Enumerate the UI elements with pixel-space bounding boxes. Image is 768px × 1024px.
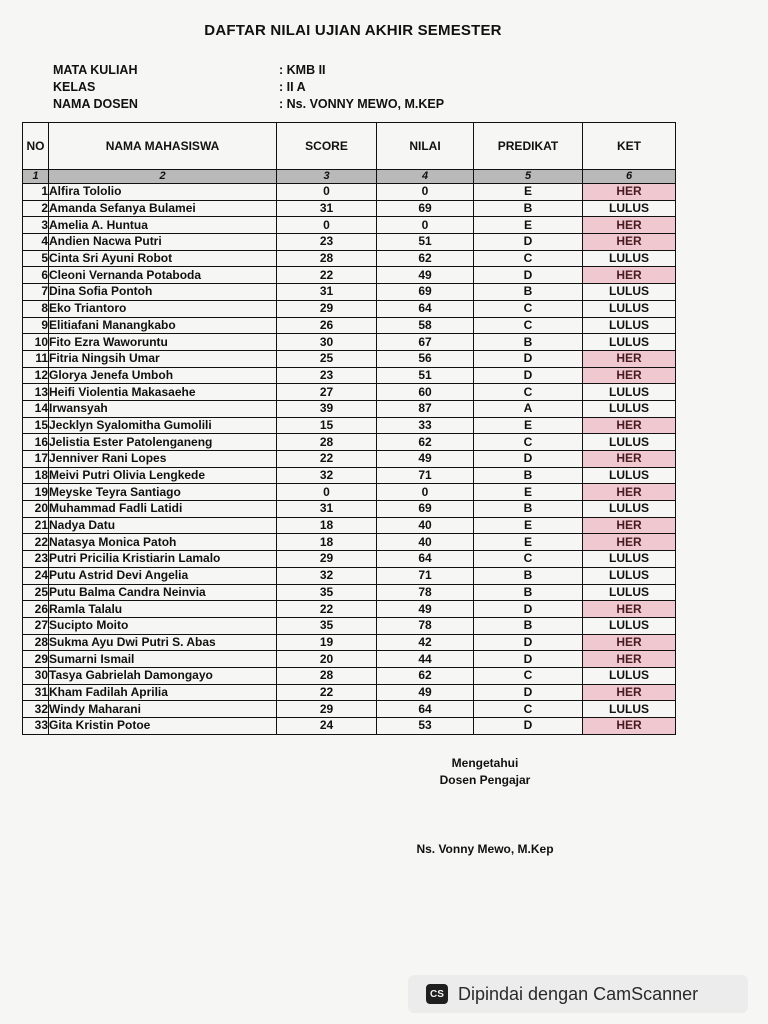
column-number: 6 — [583, 170, 676, 184]
cell-predikat: D — [474, 718, 583, 735]
lecturer-label: NAMA DOSEN — [53, 97, 138, 111]
cell-nilai: 69 — [377, 284, 474, 301]
cell-student-name: Fitria Ningsih Umar — [49, 350, 277, 367]
cell-student-name: Muhammad Fadli Latidi — [49, 501, 277, 518]
cell-nilai: 51 — [377, 367, 474, 384]
table-row — [23, 601, 676, 618]
cell-student-name: Windy Maharani — [49, 701, 277, 718]
cell-nilai: 40 — [377, 517, 474, 534]
cell-score: 35 — [277, 584, 377, 601]
cell-predikat: B — [474, 334, 583, 351]
cell-ket: HER — [583, 217, 676, 234]
cell-nilai: 78 — [377, 584, 474, 601]
table-header-row — [23, 123, 676, 170]
column-number: 4 — [377, 170, 474, 184]
cell-ket: LULUS — [583, 567, 676, 584]
cell-score: 29 — [277, 300, 377, 317]
cell-predikat: B — [474, 584, 583, 601]
cell-nilai: 69 — [377, 200, 474, 217]
cell-score: 18 — [277, 517, 377, 534]
table-row — [23, 217, 676, 234]
cell-ket: LULUS — [583, 551, 676, 568]
cell-score: 26 — [277, 317, 377, 334]
header-nilai: NILAI — [377, 123, 474, 170]
cell-predikat: E — [474, 534, 583, 551]
cell-student-name: Andien Nacwa Putri — [49, 234, 277, 251]
table-row — [23, 551, 676, 568]
cell-nilai: 87 — [377, 400, 474, 417]
cell-predikat: C — [474, 701, 583, 718]
cell-nilai: 62 — [377, 667, 474, 684]
cell-student-name: Fito Ezra Waworuntu — [49, 334, 277, 351]
cell-score: 22 — [277, 451, 377, 468]
course-label: MATA KULIAH — [53, 63, 138, 77]
cell-ket: HER — [583, 234, 676, 251]
cell-nilai: 33 — [377, 417, 474, 434]
cell-student-name: Meyske Teyra Santiago — [49, 484, 277, 501]
cell-score: 22 — [277, 267, 377, 284]
cell-student-name: Jenniver Rani Lopes — [49, 451, 277, 468]
table-row — [23, 267, 676, 284]
signature-name: Ns. Vonny Mewo, M.Kep — [416, 842, 554, 856]
cell-no: 33 — [23, 718, 49, 735]
cell-no: 29 — [23, 651, 49, 668]
cell-nilai: 53 — [377, 718, 474, 735]
cell-student-name: Tasya Gabrielah Damongayo — [49, 667, 277, 684]
header-predikat: PREDIKAT — [474, 123, 583, 170]
cell-nilai: 62 — [377, 434, 474, 451]
cell-ket: LULUS — [583, 584, 676, 601]
cell-nilai: 71 — [377, 567, 474, 584]
cell-predikat: C — [474, 551, 583, 568]
cell-no: 26 — [23, 601, 49, 618]
cell-score: 23 — [277, 367, 377, 384]
cell-score: 31 — [277, 200, 377, 217]
table-row — [23, 284, 676, 301]
cell-score: 0 — [277, 484, 377, 501]
cell-score: 28 — [277, 250, 377, 267]
cell-predikat: D — [474, 684, 583, 701]
cell-ket: HER — [583, 634, 676, 651]
grades-table — [22, 122, 676, 735]
cell-ket: LULUS — [583, 617, 676, 634]
cell-student-name: Natasya Monica Patoh — [49, 534, 277, 551]
table-row — [23, 417, 676, 434]
cell-no: 7 — [23, 284, 49, 301]
header-ket: KET — [583, 123, 676, 170]
cell-nilai: 71 — [377, 467, 474, 484]
table-row — [23, 517, 676, 534]
cell-no: 6 — [23, 267, 49, 284]
class-label: KELAS — [53, 80, 96, 94]
cell-nilai: 64 — [377, 701, 474, 718]
cell-nilai: 49 — [377, 601, 474, 618]
table-row — [23, 534, 676, 551]
cell-predikat: C — [474, 250, 583, 267]
cell-no: 4 — [23, 234, 49, 251]
table-row — [23, 451, 676, 468]
table-row — [23, 400, 676, 417]
cell-ket: HER — [583, 350, 676, 367]
cell-predikat: B — [474, 467, 583, 484]
cell-no: 18 — [23, 467, 49, 484]
cell-no: 25 — [23, 584, 49, 601]
cell-no: 1 — [23, 184, 49, 201]
course-info-row — [53, 62, 444, 79]
cell-student-name: Elitiafani Manangkabo — [49, 317, 277, 334]
cell-predikat: B — [474, 284, 583, 301]
cell-student-name: Sumarni Ismail — [49, 651, 277, 668]
cell-nilai: 62 — [377, 250, 474, 267]
cell-student-name: Gita Kristin Potoe — [49, 718, 277, 735]
cell-score: 22 — [277, 684, 377, 701]
cell-no: 2 — [23, 200, 49, 217]
header-no: NO — [23, 123, 49, 170]
cell-score: 31 — [277, 501, 377, 518]
camscanner-logo-icon: CS — [426, 984, 448, 1004]
cell-ket: LULUS — [583, 334, 676, 351]
cell-student-name: Nadya Datu — [49, 517, 277, 534]
cell-nilai: 67 — [377, 334, 474, 351]
table-row — [23, 501, 676, 518]
cell-predikat: E — [474, 517, 583, 534]
course-info-row — [53, 96, 444, 113]
cell-no: 22 — [23, 534, 49, 551]
cell-score: 29 — [277, 551, 377, 568]
cell-nilai: 44 — [377, 651, 474, 668]
table-row — [23, 684, 676, 701]
cell-no: 8 — [23, 300, 49, 317]
cell-no: 13 — [23, 384, 49, 401]
cell-score: 29 — [277, 701, 377, 718]
table-row — [23, 234, 676, 251]
cell-score: 30 — [277, 334, 377, 351]
cell-ket: LULUS — [583, 250, 676, 267]
cell-no: 32 — [23, 701, 49, 718]
cell-no: 28 — [23, 634, 49, 651]
table-row — [23, 651, 676, 668]
cell-ket: HER — [583, 718, 676, 735]
cell-score: 32 — [277, 567, 377, 584]
cell-predikat: D — [474, 367, 583, 384]
cell-ket: LULUS — [583, 667, 676, 684]
table-row — [23, 467, 676, 484]
cell-ket: LULUS — [583, 200, 676, 217]
cell-student-name: Putu Balma Candra Neinvia — [49, 584, 277, 601]
cell-no: 31 — [23, 684, 49, 701]
cell-student-name: Jecklyn Syalomitha Gumolili — [49, 417, 277, 434]
cell-ket: HER — [583, 417, 676, 434]
cell-student-name: Ramla Talalu — [49, 601, 277, 618]
cell-student-name: Sukma Ayu Dwi Putri S. Abas — [49, 634, 277, 651]
cell-nilai: 42 — [377, 634, 474, 651]
cell-no: 19 — [23, 484, 49, 501]
grades-table-body — [23, 184, 676, 735]
cell-no: 20 — [23, 501, 49, 518]
cell-student-name: Cinta Sri Ayuni Robot — [49, 250, 277, 267]
cell-nilai: 64 — [377, 300, 474, 317]
cell-nilai: 49 — [377, 451, 474, 468]
cell-nilai: 56 — [377, 350, 474, 367]
cell-ket: LULUS — [583, 701, 676, 718]
cell-student-name: Amanda Sefanya Bulamei — [49, 200, 277, 217]
cell-ket: LULUS — [583, 501, 676, 518]
cell-predikat: C — [474, 300, 583, 317]
cell-nilai: 49 — [377, 684, 474, 701]
cell-predikat: D — [474, 451, 583, 468]
cell-ket: HER — [583, 484, 676, 501]
cell-predikat: D — [474, 601, 583, 618]
cell-ket: HER — [583, 651, 676, 668]
cell-no: 21 — [23, 517, 49, 534]
cell-nilai: 60 — [377, 384, 474, 401]
signature-acknowledged: Mengetahui — [451, 756, 519, 770]
column-number-row — [23, 170, 676, 184]
cell-nilai: 0 — [377, 217, 474, 234]
cell-no: 23 — [23, 551, 49, 568]
table-row — [23, 367, 676, 384]
cell-student-name: Meivi Putri Olivia Lengkede — [49, 467, 277, 484]
cell-no: 15 — [23, 417, 49, 434]
cell-student-name: Dina Sofia Pontoh — [49, 284, 277, 301]
cell-predikat: E — [474, 417, 583, 434]
cell-student-name: Eko Triantoro — [49, 300, 277, 317]
cell-score: 35 — [277, 617, 377, 634]
cell-score: 28 — [277, 667, 377, 684]
course-info-row — [53, 79, 444, 96]
table-row — [23, 384, 676, 401]
course-info — [53, 62, 444, 113]
table-row — [23, 567, 676, 584]
cell-ket: LULUS — [583, 434, 676, 451]
cell-score: 20 — [277, 651, 377, 668]
cell-score: 18 — [277, 534, 377, 551]
cell-score: 15 — [277, 417, 377, 434]
cell-score: 0 — [277, 184, 377, 201]
cell-score: 25 — [277, 350, 377, 367]
cell-predikat: C — [474, 317, 583, 334]
table-row — [23, 434, 676, 451]
cell-score: 31 — [277, 284, 377, 301]
class-value: : II A — [279, 79, 306, 96]
camscanner-badge — [408, 975, 748, 1013]
course-value: : KMB II — [279, 62, 326, 79]
table-row — [23, 617, 676, 634]
cell-predikat: D — [474, 234, 583, 251]
cell-nilai: 0 — [377, 484, 474, 501]
cell-student-name: Alfira Tololio — [49, 184, 277, 201]
cell-predikat: D — [474, 651, 583, 668]
header-name: NAMA MAHASISWA — [49, 123, 277, 170]
cell-nilai: 64 — [377, 551, 474, 568]
cell-predikat: E — [474, 184, 583, 201]
cell-nilai: 69 — [377, 501, 474, 518]
cell-ket: HER — [583, 451, 676, 468]
cell-no: 11 — [23, 350, 49, 367]
cell-student-name: Sucipto Moito — [49, 617, 277, 634]
table-row — [23, 634, 676, 651]
cell-score: 22 — [277, 601, 377, 618]
cell-ket: HER — [583, 184, 676, 201]
cell-score: 23 — [277, 234, 377, 251]
camscanner-text: Dipindai dengan CamScanner — [458, 983, 699, 1004]
header-score: SCORE — [277, 123, 377, 170]
table-row — [23, 701, 676, 718]
document-title — [0, 22, 768, 39]
cell-ket: LULUS — [583, 467, 676, 484]
cell-ket: HER — [583, 601, 676, 618]
cell-predikat: C — [474, 434, 583, 451]
table-row — [23, 184, 676, 201]
cell-score: 24 — [277, 718, 377, 735]
cell-no: 14 — [23, 400, 49, 417]
cell-predikat: D — [474, 634, 583, 651]
cell-student-name: Putu Astrid Devi Angelia — [49, 567, 277, 584]
cell-student-name: Putri Pricilia Kristiarin Lamalo — [49, 551, 277, 568]
cell-ket: LULUS — [583, 284, 676, 301]
cell-predikat: D — [474, 267, 583, 284]
cell-predikat: B — [474, 200, 583, 217]
cell-ket: LULUS — [583, 400, 676, 417]
cell-predikat: E — [474, 217, 583, 234]
signature-role: Dosen Pengajar — [439, 773, 531, 787]
cell-predikat: B — [474, 501, 583, 518]
column-number: 3 — [277, 170, 377, 184]
cell-no: 3 — [23, 217, 49, 234]
cell-ket: LULUS — [583, 317, 676, 334]
cell-nilai: 51 — [377, 234, 474, 251]
cell-predikat: C — [474, 667, 583, 684]
cell-no: 27 — [23, 617, 49, 634]
column-number: 2 — [49, 170, 277, 184]
cell-no: 24 — [23, 567, 49, 584]
cell-ket: HER — [583, 267, 676, 284]
table-row — [23, 484, 676, 501]
table-row — [23, 250, 676, 267]
cell-no: 12 — [23, 367, 49, 384]
cell-student-name: Jelistia Ester Patolenganeng — [49, 434, 277, 451]
cell-nilai: 78 — [377, 617, 474, 634]
table-row — [23, 317, 676, 334]
cell-ket: HER — [583, 367, 676, 384]
cell-predikat: D — [474, 350, 583, 367]
table-row — [23, 300, 676, 317]
cell-predikat: B — [474, 617, 583, 634]
table-row — [23, 667, 676, 684]
cell-student-name: Heifi Violentia Makasaehe — [49, 384, 277, 401]
cell-student-name: Amelia A. Huntua — [49, 217, 277, 234]
cell-ket: HER — [583, 517, 676, 534]
cell-nilai: 58 — [377, 317, 474, 334]
lecturer-value: : Ns. VONNY MEWO, M.KEP — [279, 96, 444, 113]
cell-no: 5 — [23, 250, 49, 267]
cell-no: 9 — [23, 317, 49, 334]
cell-score: 0 — [277, 217, 377, 234]
column-number: 1 — [23, 170, 49, 184]
table-row — [23, 718, 676, 735]
cell-ket: LULUS — [583, 384, 676, 401]
table-row — [23, 350, 676, 367]
cell-predikat: B — [474, 567, 583, 584]
cell-ket: HER — [583, 534, 676, 551]
cell-ket: HER — [583, 684, 676, 701]
cell-no: 16 — [23, 434, 49, 451]
table-row — [23, 334, 676, 351]
table-row — [23, 584, 676, 601]
cell-nilai: 49 — [377, 267, 474, 284]
cell-score: 32 — [277, 467, 377, 484]
cell-student-name: Glorya Jenefa Umboh — [49, 367, 277, 384]
cell-student-name: Kham Fadilah Aprilia — [49, 684, 277, 701]
cell-no: 17 — [23, 451, 49, 468]
cell-ket: LULUS — [583, 300, 676, 317]
document-title-text: DAFTAR NILAI UJIAN AKHIR SEMESTER — [204, 22, 502, 39]
cell-score: 27 — [277, 384, 377, 401]
cell-nilai: 40 — [377, 534, 474, 551]
cell-predikat: A — [474, 400, 583, 417]
table-row — [23, 200, 676, 217]
cell-no: 30 — [23, 667, 49, 684]
cell-predikat: C — [474, 384, 583, 401]
cell-score: 19 — [277, 634, 377, 651]
cell-no: 10 — [23, 334, 49, 351]
cell-predikat: E — [474, 484, 583, 501]
column-number: 5 — [474, 170, 583, 184]
cell-score: 39 — [277, 400, 377, 417]
cell-nilai: 0 — [377, 184, 474, 201]
cell-score: 28 — [277, 434, 377, 451]
cell-student-name: Irwansyah — [49, 400, 277, 417]
cell-student-name: Cleoni Vernanda Potaboda — [49, 267, 277, 284]
